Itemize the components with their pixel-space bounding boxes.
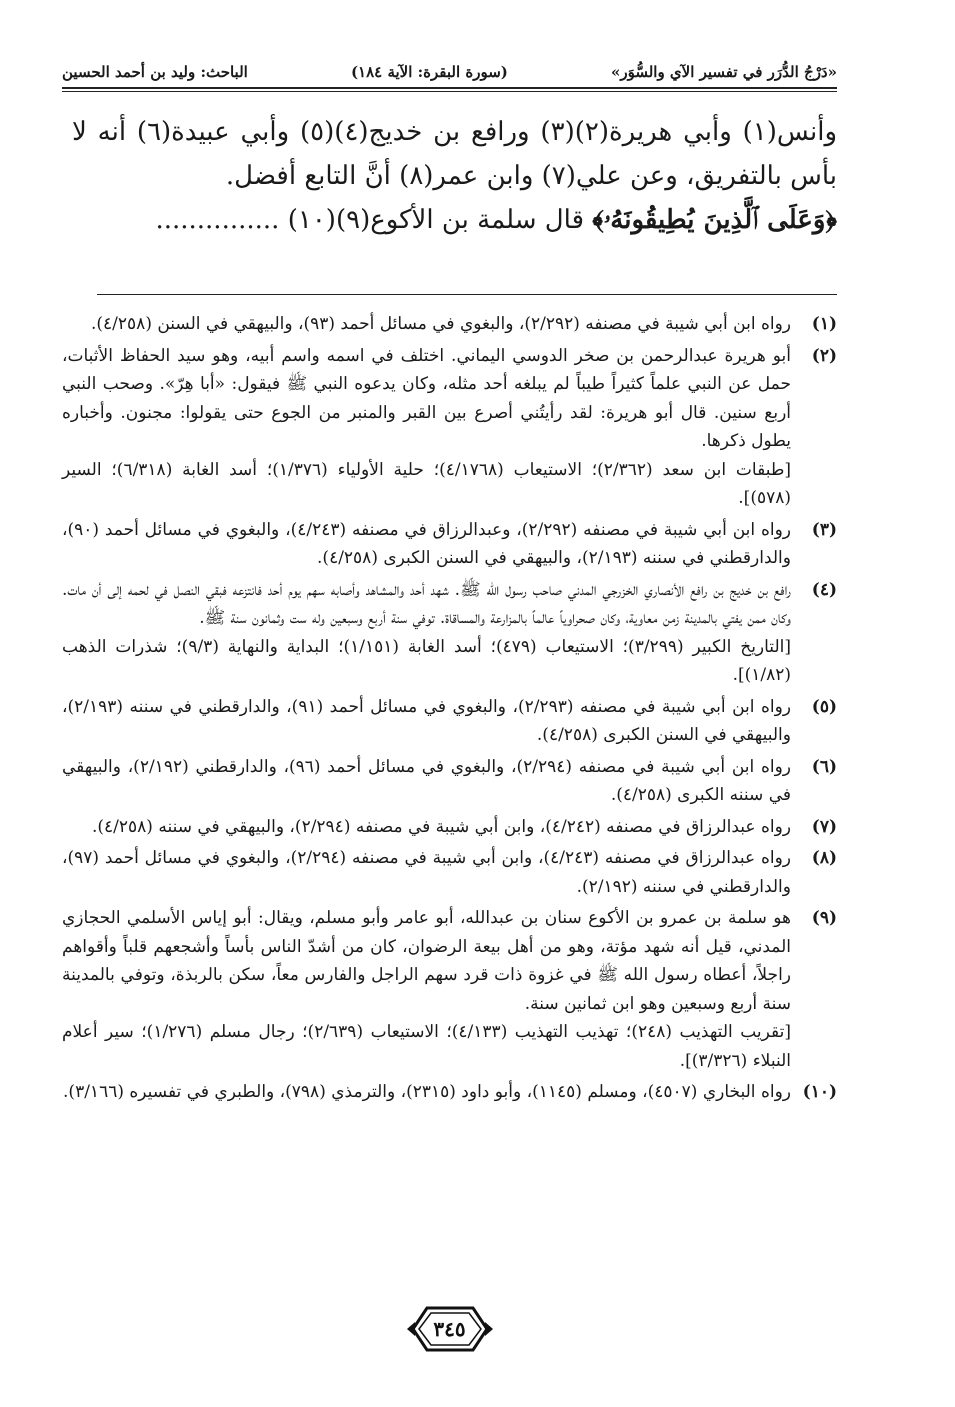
footnote-text: رواه ابن أبي شيبة في مصنفه (٢/٢٩٣)، والبغوي في مسائل أحمد (٩١)، والدارقطني في سننه (٢/١٩٣)، والبيهقي في السنن الكبرى (٤/٢٥٨). xyxy=(62,696,792,745)
footnote-number: (١) xyxy=(811,314,837,334)
quran-verse: ﴿وَعَلَى ٱلَّذِينَ يُطِيقُونَهُۥ﴾ xyxy=(592,205,837,235)
footnote xyxy=(62,516,837,573)
footnote-text: رواه ابن أبي شيبة في مصنفه (٢/٢٩٤)، والبغوي في مسائل أحمد (٩٦)، والدارقطني (٢/١٩٢)، والبيهقي في سننه الكبرى (٤/٢٥٨). xyxy=(62,756,791,805)
footnote xyxy=(62,753,837,810)
footnote-number: (٢) xyxy=(811,345,837,366)
footnote-body xyxy=(62,1078,791,1107)
footnote-text: [التاريخ الكبير (٣/٢٩٩)؛ الاستيعاب (٤٧٩)؛ أسد الغابة (١/١٥١)؛ البداية والنهاية (٩/٣)؛ شذرات الذهب (١/٨٢)]. xyxy=(62,636,791,685)
verse-commentary: قال سلمة بن الأكوع(٩)(١٠) xyxy=(287,205,585,235)
footnote xyxy=(62,844,837,901)
footnote-text: رافع بن خديج بن رافع الأنصاري الخزرجي المدني صاحب رسول الله ﷺ. شهد أحد والمشاهد وأصابه سهم يوم أحد فانتزعه فبقي النصل في لحمه إلى أن مات. وكان ممن يفتي بالمدينة زمن معاوية، وكان صحراوياً عالماً بالمزارعة والمساقاة. توفي سنة أربع وسبعين وله ست وثمانون سنة ﷺ. xyxy=(62,579,791,628)
verse-line xyxy=(72,198,837,242)
footnote xyxy=(62,693,837,750)
footnote xyxy=(62,904,837,1075)
page xyxy=(62,0,837,1407)
footnote-number: (٩) xyxy=(811,908,837,928)
footnote-number: (٣) xyxy=(811,519,837,540)
footnote-text: رواه عبدالرزاق في مصنفه (٤/٢٤٢)، وابن أبي شيبة في مصنفه (٢/٢٩٤)، والبيهقي في سننه (٤/٢٥٨). xyxy=(91,816,791,837)
footnote-body xyxy=(62,576,791,690)
page-number-ornament xyxy=(407,1300,493,1358)
main-paragraph: وأنس(١) وأبي هريرة(٢)(٣) ورافع بن خديج(٤)(٥) وأبي عبيدة(٦) أنه لا بأس بالتفريق، وعن علي(٧) وابن عمر(٨) أنَّ التابع أفضل. xyxy=(72,117,838,191)
footnote-text: رواه ابن أبي شيبة في مصنفه (٢/٢٩٢)، وعبدالرزاق في مصنفه (٤/٢٤٣)، والبغوي في مسائل أحمد (٩٠)، والدارقطني في سننه (٢/١٩٣)، والبيهقي في السنن الكبرى (٤/٢٥٨). xyxy=(62,519,792,568)
footnote-body xyxy=(62,844,791,901)
footnote xyxy=(62,342,837,513)
footnote-text: [تقريب التهذيب (٢٤٨)؛ تهذيب التهذيب (٤/١٣٣)؛ الاستيعاب (٢/٦٣٩)؛ رجال مسلم (١/٢٧٦)؛ سير أعلام النبلاء (٣/٣٢٦)]. xyxy=(62,1022,791,1071)
footnote-body xyxy=(62,753,791,810)
footnotes xyxy=(62,310,837,1110)
running-header xyxy=(62,58,837,86)
footnote-text: [طبقات ابن سعد (٢/٣٦٢)؛ الاستيعاب (٤/١٧٦٨)؛ حلية الأولياء (١/٣٧٦)؛ أسد الغابة (٦/٣١٨)؛ السير (٥٧٨)]. xyxy=(62,459,791,508)
footnote-divider xyxy=(97,294,837,295)
footnote-body xyxy=(62,693,791,750)
footnote-body xyxy=(62,516,791,573)
footnote-text: هو سلمة بن عمرو بن الأكوع سنان بن عبدالله، أبو عامر وأبو مسلم، ويقال: أبو إياس الأسلمي الحجازي المدني، قيل أنه شهد مؤتة، وهو من أهل بيعة الرضوان، كان من أشدّ الناس بأساً وأشجعهم قلباً وأقواهم راجلاً، أعطاه رسول الله ﷺ في غزوة ذات قرد سهم الراجل والفارس معاً، سكن بالربذة، وتوفي بالمدينة سنة أربع وسبعين وهو ابن ثمانين سنة. xyxy=(62,908,791,1014)
researcher-name: الباحث: وليد بن أحمد الحسين xyxy=(62,63,248,81)
continuation-dots: ............... xyxy=(155,205,280,235)
book-title: «دَرْجُ الدُّرَر في تفسير الآي والسُّوَر» xyxy=(610,63,837,81)
footnote xyxy=(62,576,837,690)
footnote-number: (٥) xyxy=(811,696,837,717)
footnote-body xyxy=(62,310,791,339)
surah-reference: (سورة البقرة: الآية ١٨٤) xyxy=(350,63,508,81)
footnote-body xyxy=(62,342,791,513)
footnote-number: (٦) xyxy=(811,756,837,777)
footnote-text: أبو هريرة عبدالرحمن بن صخر الدوسي اليماني. اختلف في اسمه واسم أبيه، وهو سيد الحفاظ الأثبات، حمل عن النبي علماً كثيراً طيباً لم يبلغه أحد مثله، وكان يدعوه النبي ﷺ فيقول: «أبا هِرّ». وصحب النبي أربع سنين. قال أبو هريرة: لقد رأيتُني أصرع بين القبر والمنبر من الجوع حتى يقولوا: مجنون. وأخباره يطول ذكرها. xyxy=(62,345,791,451)
footnote-body xyxy=(62,904,791,1075)
footnote-text: رواه ابن أبي شيبة في مصنفه (٢/٢٩٢)، والبغوي في مسائل أحمد (٩٣)، والبيهقي في السنن (٤/٢٥٨). xyxy=(91,314,791,334)
footnote-number: (٨) xyxy=(811,848,837,868)
footnote xyxy=(62,1078,837,1107)
footnote xyxy=(62,310,837,339)
footnote-number: (٤) xyxy=(811,579,837,600)
footnote-number: (١٠) xyxy=(802,1082,837,1102)
footnote-text: رواه البخاري (٤٥٠٧)، ومسلم (١١٤٥)، وأبو داود (٢٣١٥)، والترمذي (٧٩٨)، والطبري في تفسيره (٣/١٦٦). xyxy=(63,1082,791,1102)
footnote xyxy=(62,813,837,842)
footnote-text: رواه عبدالرزاق في مصنفه (٤/٢٤٣)، وابن أبي شيبة في مصنفه (٢/٢٩٤)، والبغوي في مسائل أحمد (٩٧)، والدارقطني في سننه (٢/١٩٢). xyxy=(62,848,792,897)
header-divider xyxy=(62,87,837,92)
page-number: ٣٤٥ xyxy=(429,1317,469,1341)
main-text xyxy=(72,110,837,242)
footnote-body xyxy=(62,813,791,842)
footnote-number: (٧) xyxy=(811,816,837,837)
